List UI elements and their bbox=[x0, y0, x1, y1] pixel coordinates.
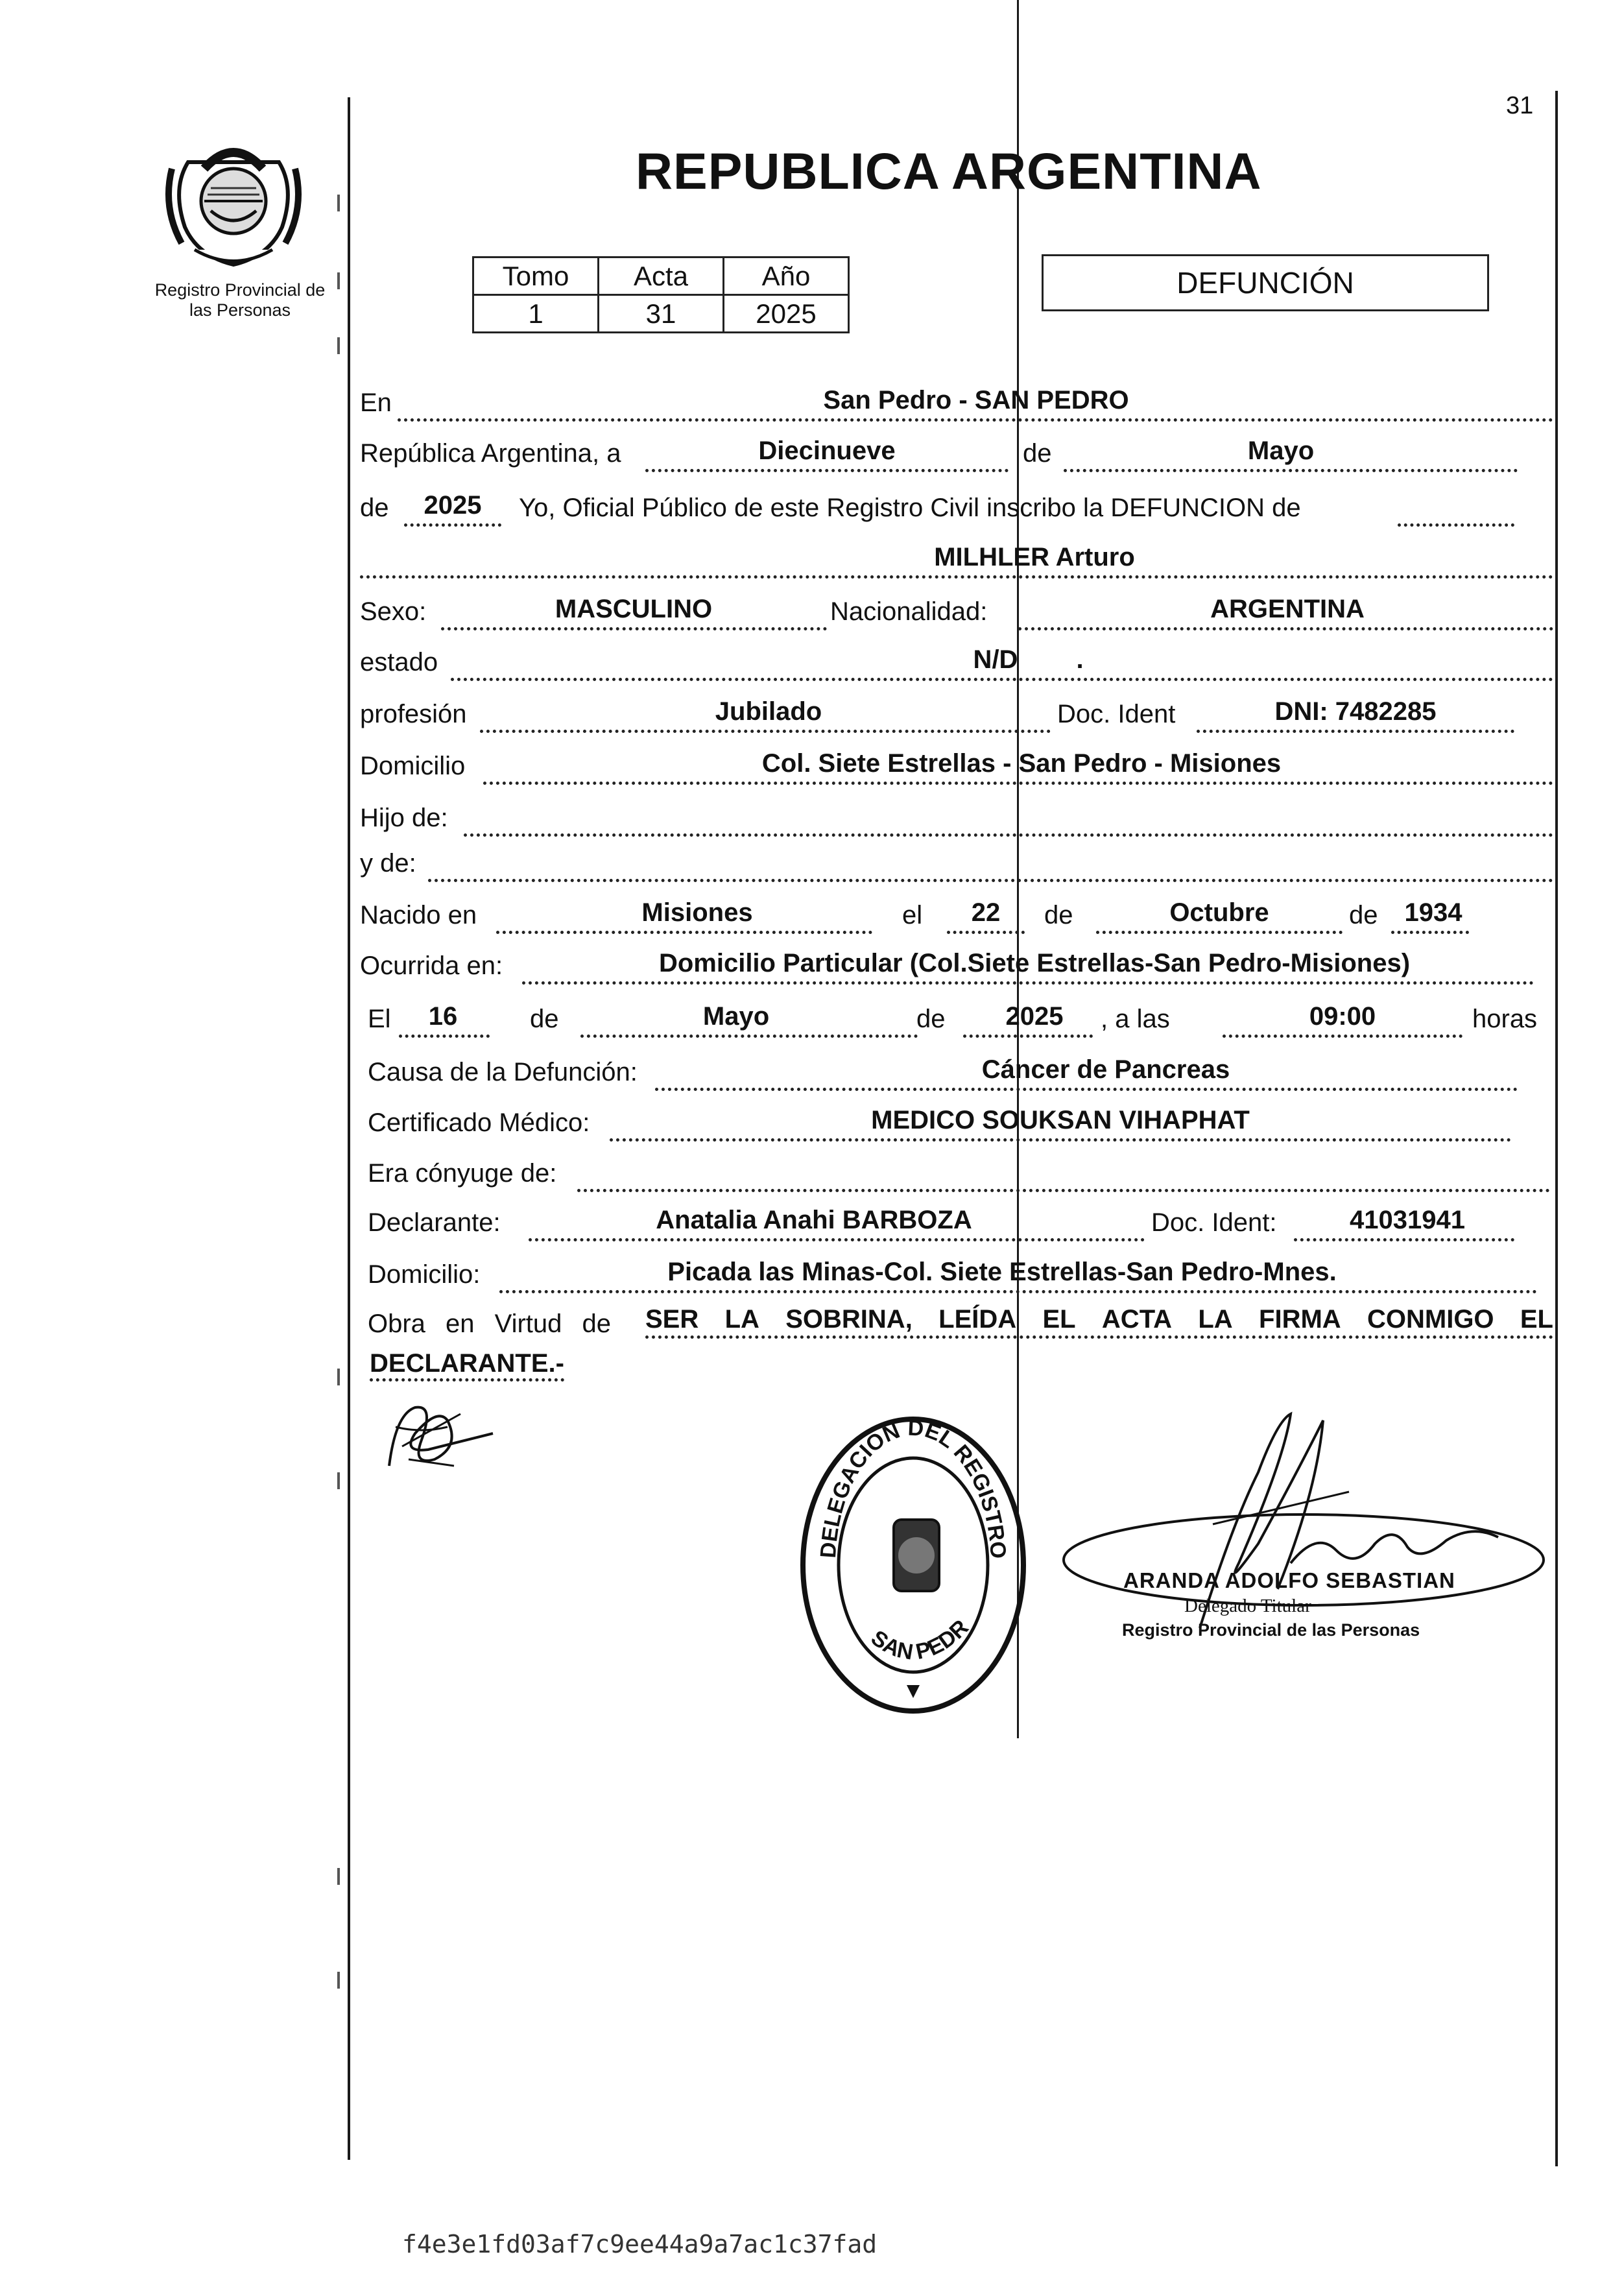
page-number: 31 bbox=[1506, 92, 1534, 119]
document-hash: f4e3e1fd03af7c9ee44a9a7ac1c37fad bbox=[402, 2230, 878, 2258]
yde-field bbox=[428, 843, 1553, 882]
domicilio2-label: Domicilio: bbox=[368, 1260, 481, 1289]
declarante-value: Anatalia Anahi BARBOZA bbox=[656, 1206, 972, 1234]
obra-value bbox=[645, 1305, 1553, 1339]
certificado-value: MEDICO SOUKSAN VIHAPHAT bbox=[871, 1106, 1250, 1134]
row-obra bbox=[360, 1304, 1553, 1343]
registrar-name: ARANDA ADOLFO SEBASTIAN bbox=[1123, 1568, 1455, 1592]
misiones-coat-of-arms-logo bbox=[159, 117, 308, 272]
margin-mark bbox=[337, 1472, 340, 1489]
record-meta-table bbox=[472, 256, 850, 333]
row-declarante bbox=[360, 1203, 1553, 1241]
row-sexo bbox=[360, 592, 1553, 630]
meta-value-anio: 2025 bbox=[724, 295, 849, 333]
margin-mark bbox=[337, 195, 340, 211]
horas-label: horas bbox=[1472, 1005, 1538, 1033]
sexo-value: MASCULINO bbox=[555, 595, 713, 623]
issuing-organization bbox=[133, 280, 347, 320]
row-domicilio-declarante bbox=[360, 1254, 1553, 1293]
mes-value: Mayo bbox=[1247, 437, 1315, 465]
hijo-field bbox=[464, 797, 1553, 837]
row-yde bbox=[360, 843, 1553, 882]
hora-value: 09:00 bbox=[1309, 1002, 1376, 1031]
decl-doc-value: 41031941 bbox=[1350, 1206, 1465, 1234]
profesion-label: profesión bbox=[360, 700, 467, 728]
row-fecha-defuncion bbox=[360, 999, 1553, 1038]
row-hijo bbox=[360, 798, 1553, 837]
domicilio-value: Col. Siete Estrellas - San Pedro - Misiones bbox=[761, 749, 1282, 778]
yde-label: y de: bbox=[360, 849, 416, 878]
decl-doc-label: Doc. Ident: bbox=[1151, 1208, 1277, 1237]
def-dia-value: 16 bbox=[428, 1002, 458, 1031]
def-de1-label: de bbox=[530, 1005, 559, 1033]
causa-label: Causa de la Defunción: bbox=[368, 1058, 638, 1086]
certificado-label: Certificado Médico: bbox=[368, 1108, 590, 1137]
obra-label: Obra en Virtud de bbox=[368, 1310, 612, 1338]
obra-continuation: DECLARANTE.- bbox=[370, 1349, 564, 1382]
el2-label: El bbox=[368, 1005, 391, 1033]
domicilio2-value: Picada las Minas-Col. Siete Estrellas-San Pedro-Mnes. bbox=[667, 1258, 1337, 1286]
row-en bbox=[360, 383, 1553, 422]
obra-word: EL bbox=[1042, 1305, 1076, 1334]
estado-label: estado bbox=[360, 648, 438, 676]
obra-word: LEÍDA bbox=[938, 1305, 1017, 1334]
nacionalidad-label: Nacionalidad: bbox=[830, 597, 988, 626]
en-value: San Pedro - SAN PEDRO bbox=[823, 386, 1129, 414]
nacido-label: Nacido en bbox=[360, 901, 477, 929]
org-line-1: Registro Provincial de bbox=[154, 280, 326, 300]
obra-word: CONMIGO bbox=[1367, 1305, 1494, 1334]
margin-mark bbox=[337, 1369, 340, 1385]
registrar-role: Delegado Titular bbox=[1184, 1596, 1311, 1616]
margin-mark bbox=[337, 1972, 340, 1989]
doc-ident-value: DNI: 7482285 bbox=[1274, 697, 1437, 726]
nacido-value: Misiones bbox=[641, 898, 753, 927]
def-de2-label: de bbox=[916, 1005, 946, 1033]
row-nombre bbox=[360, 540, 1553, 579]
org-line-2: las Personas bbox=[189, 300, 291, 320]
def-anio-value: 2025 bbox=[1005, 1002, 1064, 1031]
left-border-line bbox=[348, 97, 350, 2160]
conyuge-label: Era cónyuge de: bbox=[368, 1159, 557, 1188]
obra-word: SER bbox=[645, 1305, 699, 1334]
hijo-label: Hijo de: bbox=[360, 804, 448, 832]
obra-word: LA bbox=[1198, 1305, 1233, 1334]
obra-word: FIRMA bbox=[1259, 1305, 1341, 1334]
registrar-organization: Registro Provincial de las Personas bbox=[1122, 1620, 1420, 1640]
row-nacido bbox=[360, 895, 1553, 934]
causa-value: Cáncer de Pancreas bbox=[981, 1055, 1230, 1084]
margin-mark bbox=[337, 1868, 340, 1885]
de-label: de bbox=[1023, 439, 1052, 468]
el-label: el bbox=[902, 901, 923, 929]
def-mes-value: Mayo bbox=[702, 1002, 770, 1031]
row-estado bbox=[360, 642, 1553, 681]
row-conyuge bbox=[360, 1153, 1553, 1192]
seal-text-top: DELEGACION DEL REGISTRO bbox=[815, 1415, 1011, 1560]
declarante-label: Declarante: bbox=[368, 1208, 501, 1237]
conyuge-field bbox=[577, 1153, 1550, 1192]
nac-de1-label: de bbox=[1044, 901, 1073, 929]
seal-text-bottom: SAN PEDR bbox=[866, 1614, 973, 1665]
nacionalidad-value: ARGENTINA bbox=[1210, 595, 1365, 623]
row-certificado bbox=[360, 1103, 1553, 1142]
row-fecha bbox=[360, 433, 1553, 472]
alas-label: , a las bbox=[1101, 1005, 1170, 1033]
nombre-value: MILHLER Arturo bbox=[934, 543, 1135, 571]
republica-label: República Argentina, a bbox=[360, 439, 621, 468]
nac-de2-label: de bbox=[1349, 901, 1378, 929]
row-ocurrida bbox=[360, 946, 1553, 985]
meta-label-anio: Año bbox=[724, 257, 849, 295]
obra-word: LA bbox=[724, 1305, 759, 1334]
declarant-signature bbox=[376, 1388, 506, 1485]
margin-mark bbox=[337, 337, 340, 354]
de2-label: de bbox=[360, 494, 389, 522]
row-profesion bbox=[360, 694, 1553, 733]
dia-value: Diecinueve bbox=[758, 437, 896, 465]
ocurrida-label: Ocurrida en: bbox=[360, 951, 503, 980]
estado-value: N/D bbox=[973, 645, 1018, 674]
meta-value-acta: 31 bbox=[599, 295, 724, 333]
nac-anio-value: 1934 bbox=[1404, 898, 1463, 927]
profesion-value: Jubilado bbox=[715, 697, 822, 726]
official-registry-seal bbox=[796, 1413, 1030, 1717]
row-causa bbox=[360, 1052, 1553, 1091]
ocurrida-value: Domicilio Particular (Col.Siete Estrellas-San Pedro-Misiones) bbox=[658, 949, 1411, 977]
domicilio-label: Domicilio bbox=[360, 752, 466, 780]
nac-dia-value: 22 bbox=[971, 898, 1001, 927]
obra-word: ACTA bbox=[1101, 1305, 1173, 1334]
obra-word: SOBRINA, bbox=[785, 1305, 913, 1334]
inscribo-field bbox=[1398, 487, 1514, 527]
inscribo-text: Yo, Oficial Público de este Registro Civil inscribo la DEFUNCION de bbox=[519, 494, 1301, 522]
nac-mes-value: Octubre bbox=[1169, 898, 1269, 927]
en-label: En bbox=[360, 389, 392, 417]
anio-value: 2025 bbox=[424, 491, 482, 520]
estado-dot: . bbox=[1076, 645, 1084, 674]
right-border-line bbox=[1555, 91, 1558, 2166]
document-title: REPUBLICA ARGENTINA bbox=[636, 142, 1262, 200]
doc-ident-label: Doc. Ident bbox=[1057, 700, 1176, 728]
document-type-box: DEFUNCIÓN bbox=[1042, 254, 1489, 311]
obra-word: EL bbox=[1520, 1305, 1553, 1334]
meta-label-tomo: Tomo bbox=[473, 257, 599, 295]
meta-value-tomo: 1 bbox=[473, 295, 599, 333]
row-inscribo bbox=[360, 488, 1553, 527]
sexo-label: Sexo: bbox=[360, 597, 427, 626]
meta-label-acta: Acta bbox=[599, 257, 724, 295]
row-domicilio bbox=[360, 746, 1553, 785]
